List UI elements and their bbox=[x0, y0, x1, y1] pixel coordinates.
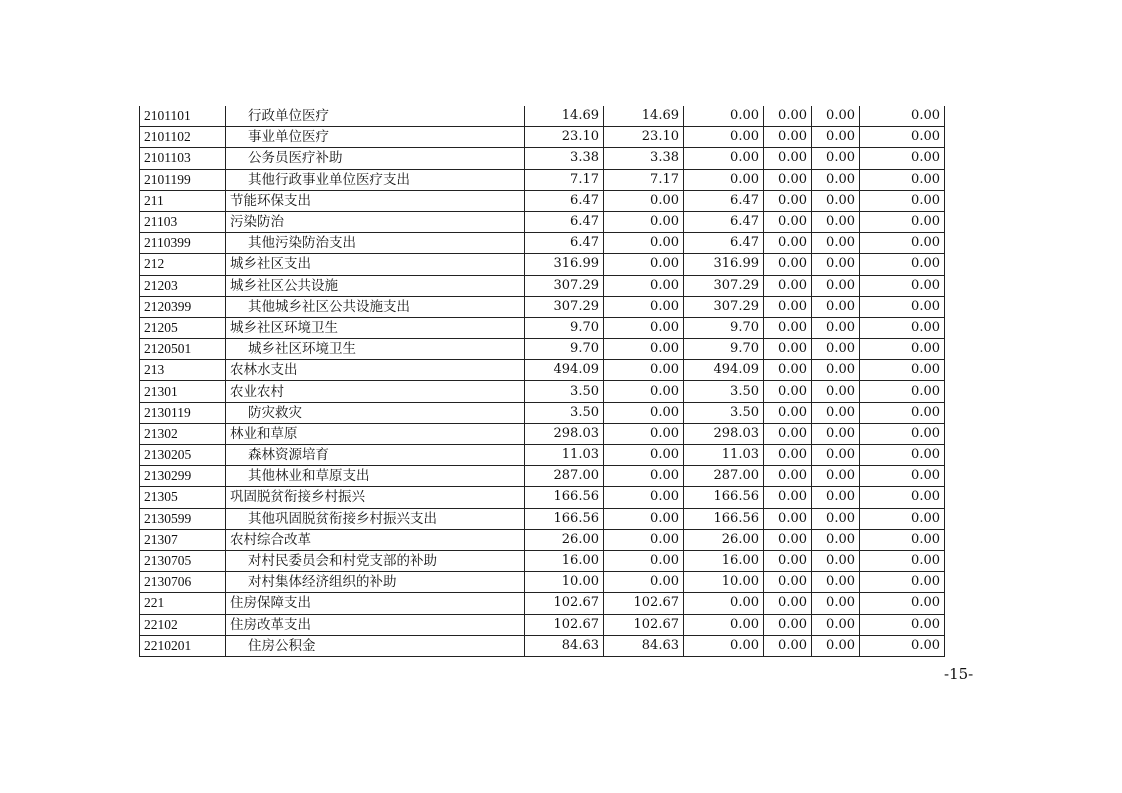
row-value: 6.47 bbox=[684, 211, 764, 232]
row-value: 0.00 bbox=[604, 508, 684, 529]
row-code: 21203 bbox=[140, 275, 226, 296]
row-value: 16.00 bbox=[684, 550, 764, 571]
row-name: 住房公积金 bbox=[226, 635, 525, 656]
row-value: 0.00 bbox=[604, 275, 684, 296]
row-code: 2120501 bbox=[140, 339, 226, 360]
row-code: 2120399 bbox=[140, 296, 226, 317]
row-value: 0.00 bbox=[764, 233, 812, 254]
row-value: 0.00 bbox=[764, 360, 812, 381]
row-value: 0.00 bbox=[764, 381, 812, 402]
table-row bbox=[140, 127, 945, 148]
row-value: 0.00 bbox=[684, 106, 764, 127]
row-value: 0.00 bbox=[812, 211, 860, 232]
row-value: 10.00 bbox=[525, 572, 604, 593]
table-row bbox=[140, 317, 945, 338]
row-value: 0.00 bbox=[684, 169, 764, 190]
row-value: 0.00 bbox=[604, 317, 684, 338]
row-value: 9.70 bbox=[525, 317, 604, 338]
row-value: 307.29 bbox=[684, 275, 764, 296]
row-value: 0.00 bbox=[764, 572, 812, 593]
table-row bbox=[140, 572, 945, 593]
row-value: 6.47 bbox=[684, 190, 764, 211]
table-body bbox=[140, 106, 945, 656]
budget-table bbox=[139, 106, 945, 657]
row-value: 0.00 bbox=[604, 339, 684, 360]
row-value: 0.00 bbox=[860, 445, 945, 466]
row-value: 6.47 bbox=[684, 233, 764, 254]
row-value: 84.63 bbox=[604, 635, 684, 656]
row-value: 0.00 bbox=[860, 487, 945, 508]
row-value: 26.00 bbox=[525, 529, 604, 550]
row-value: 10.00 bbox=[684, 572, 764, 593]
row-value: 0.00 bbox=[860, 211, 945, 232]
row-code: 2101199 bbox=[140, 169, 226, 190]
row-value: 0.00 bbox=[860, 275, 945, 296]
row-value: 0.00 bbox=[764, 445, 812, 466]
table-row bbox=[140, 550, 945, 571]
row-value: 3.50 bbox=[684, 402, 764, 423]
table-row bbox=[140, 169, 945, 190]
row-value: 0.00 bbox=[860, 148, 945, 169]
row-value: 0.00 bbox=[812, 339, 860, 360]
row-value: 0.00 bbox=[860, 254, 945, 275]
row-code: 221 bbox=[140, 593, 226, 614]
row-value: 6.47 bbox=[525, 233, 604, 254]
row-name: 巩固脱贫衔接乡村振兴 bbox=[226, 487, 525, 508]
row-value: 287.00 bbox=[525, 466, 604, 487]
table-row bbox=[140, 106, 945, 127]
row-name: 其他林业和草原支出 bbox=[226, 466, 525, 487]
row-value: 14.69 bbox=[525, 106, 604, 127]
row-value: 0.00 bbox=[812, 106, 860, 127]
row-name: 农村综合改革 bbox=[226, 529, 525, 550]
row-value: 0.00 bbox=[684, 148, 764, 169]
row-name: 城乡社区支出 bbox=[226, 254, 525, 275]
row-value: 0.00 bbox=[812, 190, 860, 211]
row-value: 0.00 bbox=[604, 211, 684, 232]
row-value: 0.00 bbox=[764, 466, 812, 487]
row-value: 0.00 bbox=[860, 381, 945, 402]
row-value: 0.00 bbox=[860, 572, 945, 593]
row-code: 2101103 bbox=[140, 148, 226, 169]
row-name: 对村民委员会和村党支部的补助 bbox=[226, 550, 525, 571]
row-code: 21302 bbox=[140, 423, 226, 444]
row-name: 对村集体经济组织的补助 bbox=[226, 572, 525, 593]
row-value: 3.50 bbox=[684, 381, 764, 402]
row-value: 0.00 bbox=[604, 529, 684, 550]
row-value: 0.00 bbox=[604, 423, 684, 444]
row-value: 6.47 bbox=[525, 211, 604, 232]
row-value: 0.00 bbox=[764, 508, 812, 529]
row-code: 2130599 bbox=[140, 508, 226, 529]
row-value: 0.00 bbox=[684, 614, 764, 635]
row-code: 2110399 bbox=[140, 233, 226, 254]
row-value: 7.17 bbox=[525, 169, 604, 190]
row-name: 城乡社区环境卫生 bbox=[226, 317, 525, 338]
row-code: 22102 bbox=[140, 614, 226, 635]
row-value: 0.00 bbox=[812, 550, 860, 571]
row-value: 23.10 bbox=[525, 127, 604, 148]
row-value: 0.00 bbox=[860, 360, 945, 381]
row-name: 行政单位医疗 bbox=[226, 106, 525, 127]
row-value: 0.00 bbox=[812, 275, 860, 296]
table-row bbox=[140, 614, 945, 635]
row-value: 0.00 bbox=[764, 614, 812, 635]
row-code: 2101101 bbox=[140, 106, 226, 127]
row-name: 农林水支出 bbox=[226, 360, 525, 381]
row-value: 0.00 bbox=[812, 402, 860, 423]
table-row bbox=[140, 508, 945, 529]
row-value: 0.00 bbox=[764, 254, 812, 275]
row-value: 3.38 bbox=[525, 148, 604, 169]
row-value: 0.00 bbox=[684, 635, 764, 656]
row-code: 2130205 bbox=[140, 445, 226, 466]
row-value: 0.00 bbox=[860, 614, 945, 635]
row-value: 0.00 bbox=[764, 296, 812, 317]
row-value: 0.00 bbox=[860, 550, 945, 571]
row-code: 2210201 bbox=[140, 635, 226, 656]
table-row bbox=[140, 487, 945, 508]
row-value: 0.00 bbox=[812, 487, 860, 508]
row-value: 14.69 bbox=[604, 106, 684, 127]
row-code: 21305 bbox=[140, 487, 226, 508]
table-row bbox=[140, 211, 945, 232]
row-value: 0.00 bbox=[812, 635, 860, 656]
row-value: 0.00 bbox=[764, 402, 812, 423]
row-name: 林业和草原 bbox=[226, 423, 525, 444]
row-value: 16.00 bbox=[525, 550, 604, 571]
table-row bbox=[140, 339, 945, 360]
row-value: 0.00 bbox=[764, 339, 812, 360]
table-row bbox=[140, 275, 945, 296]
row-code: 2101102 bbox=[140, 127, 226, 148]
row-name: 其他城乡社区公共设施支出 bbox=[226, 296, 525, 317]
row-value: 0.00 bbox=[812, 614, 860, 635]
row-code: 2130705 bbox=[140, 550, 226, 571]
row-value: 102.67 bbox=[525, 614, 604, 635]
row-name: 公务员医疗补助 bbox=[226, 148, 525, 169]
table-row bbox=[140, 190, 945, 211]
row-name: 节能环保支出 bbox=[226, 190, 525, 211]
row-value: 0.00 bbox=[812, 423, 860, 444]
row-value: 0.00 bbox=[860, 233, 945, 254]
row-value: 0.00 bbox=[604, 572, 684, 593]
row-value: 166.56 bbox=[525, 487, 604, 508]
row-value: 166.56 bbox=[684, 487, 764, 508]
row-value: 0.00 bbox=[764, 317, 812, 338]
row-name: 防灾救灾 bbox=[226, 402, 525, 423]
row-code: 2130706 bbox=[140, 572, 226, 593]
table-row bbox=[140, 635, 945, 656]
row-value: 0.00 bbox=[860, 635, 945, 656]
row-value: 0.00 bbox=[604, 445, 684, 466]
row-name: 城乡社区公共设施 bbox=[226, 275, 525, 296]
row-value: 0.00 bbox=[812, 317, 860, 338]
row-code: 21307 bbox=[140, 529, 226, 550]
row-value: 0.00 bbox=[860, 339, 945, 360]
row-value: 0.00 bbox=[812, 466, 860, 487]
table-row bbox=[140, 360, 945, 381]
row-code: 211 bbox=[140, 190, 226, 211]
row-value: 0.00 bbox=[604, 254, 684, 275]
row-name: 住房改革支出 bbox=[226, 614, 525, 635]
row-value: 0.00 bbox=[812, 233, 860, 254]
row-value: 23.10 bbox=[604, 127, 684, 148]
row-value: 0.00 bbox=[764, 550, 812, 571]
row-value: 0.00 bbox=[812, 529, 860, 550]
row-value: 0.00 bbox=[860, 106, 945, 127]
row-value: 0.00 bbox=[812, 381, 860, 402]
row-value: 0.00 bbox=[860, 402, 945, 423]
row-code: 21205 bbox=[140, 317, 226, 338]
row-value: 0.00 bbox=[812, 148, 860, 169]
row-value: 0.00 bbox=[764, 635, 812, 656]
row-value: 7.17 bbox=[604, 169, 684, 190]
row-code: 213 bbox=[140, 360, 226, 381]
row-value: 0.00 bbox=[812, 360, 860, 381]
table-row bbox=[140, 402, 945, 423]
row-value: 3.50 bbox=[525, 402, 604, 423]
row-value: 84.63 bbox=[525, 635, 604, 656]
row-value: 0.00 bbox=[860, 169, 945, 190]
row-value: 0.00 bbox=[860, 190, 945, 211]
row-value: 102.67 bbox=[604, 614, 684, 635]
row-value: 0.00 bbox=[604, 233, 684, 254]
row-value: 9.70 bbox=[684, 339, 764, 360]
row-code: 2130299 bbox=[140, 466, 226, 487]
row-code: 21301 bbox=[140, 381, 226, 402]
row-value: 298.03 bbox=[684, 423, 764, 444]
row-value: 0.00 bbox=[860, 529, 945, 550]
row-value: 0.00 bbox=[812, 508, 860, 529]
row-value: 9.70 bbox=[525, 339, 604, 360]
table-row bbox=[140, 529, 945, 550]
row-value: 102.67 bbox=[525, 593, 604, 614]
row-value: 316.99 bbox=[684, 254, 764, 275]
row-value: 11.03 bbox=[684, 445, 764, 466]
row-name: 其他巩固脱贫衔接乡村振兴支出 bbox=[226, 508, 525, 529]
row-value: 0.00 bbox=[812, 169, 860, 190]
row-value: 0.00 bbox=[604, 402, 684, 423]
table-row bbox=[140, 466, 945, 487]
row-value: 0.00 bbox=[764, 211, 812, 232]
row-value: 166.56 bbox=[525, 508, 604, 529]
row-value: 26.00 bbox=[684, 529, 764, 550]
row-value: 9.70 bbox=[684, 317, 764, 338]
row-value: 0.00 bbox=[764, 275, 812, 296]
row-code: 2130119 bbox=[140, 402, 226, 423]
table-row bbox=[140, 593, 945, 614]
row-value: 0.00 bbox=[684, 593, 764, 614]
row-value: 0.00 bbox=[764, 127, 812, 148]
row-code: 212 bbox=[140, 254, 226, 275]
page-number: -15- bbox=[944, 665, 974, 683]
row-value: 0.00 bbox=[764, 593, 812, 614]
row-value: 0.00 bbox=[812, 572, 860, 593]
row-value: 166.56 bbox=[684, 508, 764, 529]
row-value: 0.00 bbox=[764, 487, 812, 508]
row-value: 0.00 bbox=[764, 423, 812, 444]
table-row bbox=[140, 148, 945, 169]
row-value: 0.00 bbox=[860, 127, 945, 148]
row-value: 0.00 bbox=[764, 529, 812, 550]
row-value: 494.09 bbox=[525, 360, 604, 381]
row-value: 316.99 bbox=[525, 254, 604, 275]
row-value: 0.00 bbox=[860, 508, 945, 529]
row-code: 21103 bbox=[140, 211, 226, 232]
row-name: 事业单位医疗 bbox=[226, 127, 525, 148]
row-name: 其他污染防治支出 bbox=[226, 233, 525, 254]
row-value: 0.00 bbox=[604, 487, 684, 508]
row-value: 6.47 bbox=[525, 190, 604, 211]
row-value: 0.00 bbox=[812, 445, 860, 466]
row-value: 0.00 bbox=[764, 106, 812, 127]
row-value: 0.00 bbox=[604, 466, 684, 487]
row-value: 0.00 bbox=[860, 466, 945, 487]
row-value: 287.00 bbox=[684, 466, 764, 487]
row-value: 0.00 bbox=[684, 127, 764, 148]
row-name: 森林资源培育 bbox=[226, 445, 525, 466]
row-name: 农业农村 bbox=[226, 381, 525, 402]
row-value: 0.00 bbox=[812, 296, 860, 317]
table-row bbox=[140, 445, 945, 466]
row-value: 102.67 bbox=[604, 593, 684, 614]
row-name: 城乡社区环境卫生 bbox=[226, 339, 525, 360]
row-name: 其他行政事业单位医疗支出 bbox=[226, 169, 525, 190]
row-value: 0.00 bbox=[860, 423, 945, 444]
row-value: 307.29 bbox=[525, 296, 604, 317]
row-value: 494.09 bbox=[684, 360, 764, 381]
table-row bbox=[140, 233, 945, 254]
row-value: 0.00 bbox=[812, 593, 860, 614]
row-value: 307.29 bbox=[525, 275, 604, 296]
row-value: 3.38 bbox=[604, 148, 684, 169]
row-value: 0.00 bbox=[860, 593, 945, 614]
row-value: 0.00 bbox=[764, 169, 812, 190]
row-value: 0.00 bbox=[604, 360, 684, 381]
row-value: 0.00 bbox=[604, 550, 684, 571]
row-value: 0.00 bbox=[764, 190, 812, 211]
table-row bbox=[140, 423, 945, 444]
row-value: 11.03 bbox=[525, 445, 604, 466]
row-value: 298.03 bbox=[525, 423, 604, 444]
row-value: 307.29 bbox=[684, 296, 764, 317]
row-value: 0.00 bbox=[604, 190, 684, 211]
row-value: 0.00 bbox=[812, 254, 860, 275]
table-row bbox=[140, 254, 945, 275]
row-value: 3.50 bbox=[525, 381, 604, 402]
row-name: 污染防治 bbox=[226, 211, 525, 232]
row-value: 0.00 bbox=[764, 148, 812, 169]
table-row bbox=[140, 296, 945, 317]
row-value: 0.00 bbox=[604, 296, 684, 317]
table-row bbox=[140, 381, 945, 402]
row-value: 0.00 bbox=[812, 127, 860, 148]
row-value: 0.00 bbox=[860, 317, 945, 338]
row-value: 0.00 bbox=[604, 381, 684, 402]
row-name: 住房保障支出 bbox=[226, 593, 525, 614]
row-value: 0.00 bbox=[860, 296, 945, 317]
